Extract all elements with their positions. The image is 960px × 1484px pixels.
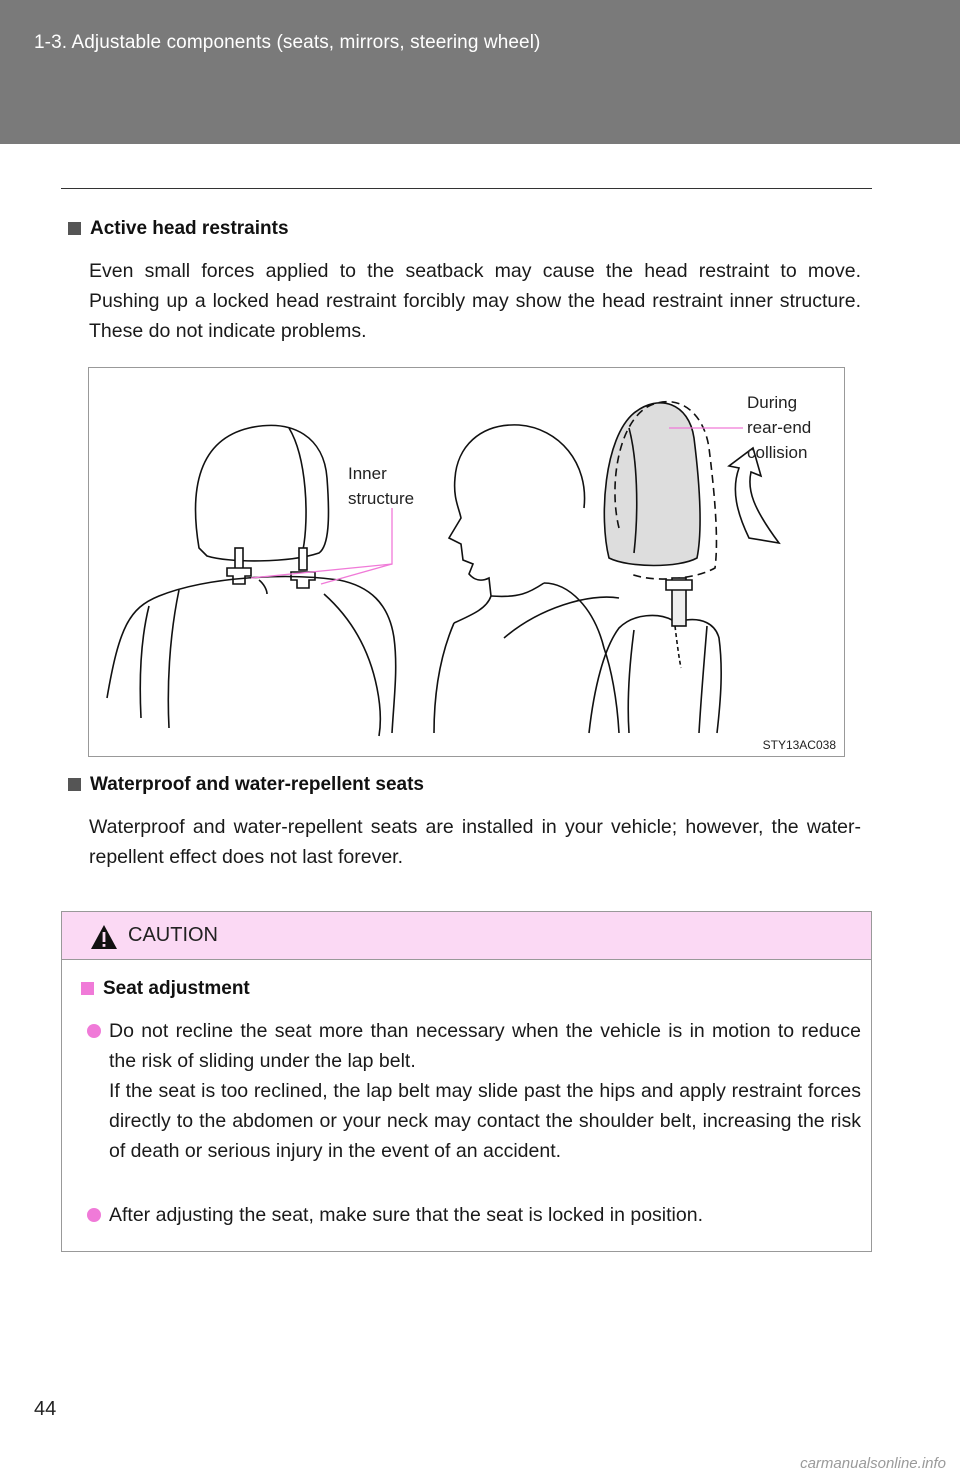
caution-item-text: After adjusting the seat, make sure that the seat is locked in position.	[109, 1204, 703, 1226]
head-restraint-figure	[88, 367, 845, 757]
bullet-dot-icon	[87, 1208, 101, 1222]
caution-header	[62, 912, 871, 960]
header-title: 1-3. Adjustable components (seats, mirrors, steering wheel)	[34, 32, 541, 53]
section-heading-active-head-restraints	[68, 218, 289, 240]
square-bullet-icon	[81, 982, 94, 995]
label-line: During	[747, 393, 798, 412]
label-line: structure	[348, 489, 415, 508]
caution-heading	[81, 978, 250, 1000]
square-bullet-icon	[68, 778, 81, 791]
section-heading-waterproof-seats	[68, 774, 424, 796]
caution-item-text: Do not recline the seat more than necessary when the vehicle is in motion to reduce the risk of sliding under the lap belt.	[109, 1020, 861, 1072]
figure-code: STY13AC038	[762, 738, 836, 752]
section-heading-text: Waterproof and water-repellent seats	[90, 774, 424, 795]
watermark: carmanualsonline.info	[800, 1455, 946, 1472]
square-bullet-icon	[68, 222, 81, 235]
page-number: 44	[34, 1398, 57, 1420]
caution-item-lock	[109, 1200, 861, 1230]
section-body-waterproof-seats: Waterproof and water-repellent seats are installed in your vehicle; however, the water-repellent effect does not last forever.	[89, 816, 861, 868]
caution-title: CAUTION	[128, 924, 218, 946]
label-line: rear-end	[747, 418, 812, 437]
head-restraint-illustration	[89, 368, 846, 758]
section-body-active-head-restraints: Even small forces applied to the seatback may cause the head restraint to move. Pushing up a locked head restraint forcibly may show the head restraint inner structure. These do not indicate problems.	[89, 260, 861, 342]
warning-triangle-icon	[89, 923, 119, 951]
page-header	[0, 0, 960, 144]
caution-item-recline	[109, 1016, 861, 1166]
caution-box	[61, 911, 872, 1252]
label-line: Inner	[348, 464, 387, 483]
caution-heading-text: Seat adjustment	[103, 978, 250, 999]
figure-label-inner-structure	[348, 461, 414, 511]
figure-label-rear-end-collision	[747, 390, 811, 465]
caution-item-text: If the seat is too reclined, the lap belt may slide past the hips and apply restraint forces directly to the abdomen or your neck may contact the shoulder belt, increasing the risk of death or serious injury in the event of an accident.	[109, 1080, 861, 1162]
label-line: collision	[747, 443, 808, 462]
header-rule	[61, 188, 872, 189]
bullet-dot-icon	[87, 1024, 101, 1038]
section-heading-text: Active head restraints	[90, 218, 289, 239]
